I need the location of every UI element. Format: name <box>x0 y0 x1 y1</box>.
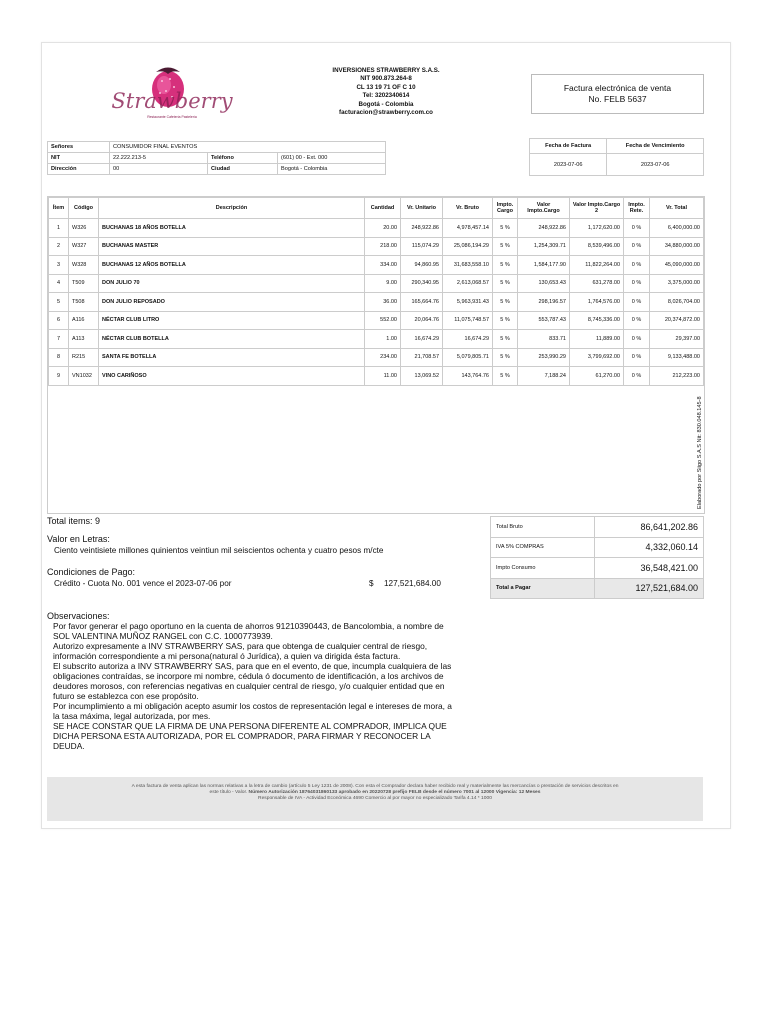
table-cell: 34,880,000.00 <box>650 237 704 256</box>
table-cell: 553,787.43 <box>518 311 570 330</box>
table-cell: 20.00 <box>365 219 401 238</box>
due-date: 2023-07-06 <box>607 154 704 176</box>
table-cell: W327 <box>69 237 99 256</box>
items-header-cell: Valor Impto.Cargo <box>518 198 570 219</box>
table-cell: 298,196.57 <box>518 293 570 312</box>
table-cell: 36.00 <box>365 293 401 312</box>
table-cell: 7,188.24 <box>518 367 570 386</box>
table-cell: 0 % <box>624 348 650 367</box>
valor-letras: Ciento veintisiete millones quinientos veintiun mil seiscientos ochenta y cuatro pesos m/cte <box>54 546 384 555</box>
table-cell: 0 % <box>624 219 650 238</box>
totals-table <box>490 516 704 599</box>
company-city: Bogotá - Colombia <box>358 100 414 108</box>
table-cell: 5 % <box>493 311 518 330</box>
iva-label: IVA 5% COMPRAS <box>491 537 595 558</box>
table-cell: 61,270.00 <box>570 367 624 386</box>
customer-table <box>47 141 386 175</box>
table-cell: DON JULIO 70 <box>99 274 365 293</box>
customer-city: Bogotá - Colombia <box>278 164 386 175</box>
table-cell: 552.00 <box>365 311 401 330</box>
customer-address: 00 <box>110 164 208 175</box>
footer-line-2b: Número Autorización 18764031860133 aprobado en 20220728 prefijo FELB desde el número 7001 al 12000 Vigencia: 12 Meses <box>248 790 541 795</box>
table-cell: 29,397.00 <box>650 330 704 349</box>
observaciones <box>47 611 487 751</box>
items-header-cell: Valor Impto.Cargo 2 <box>570 198 624 219</box>
table-cell: 8,745,336.00 <box>570 311 624 330</box>
table-cell: 4,978,457.14 <box>443 219 493 238</box>
items-box <box>47 196 705 514</box>
observaciones-line: información correspondiente a mi persona(natural ó Jurídica), a quien va dirigida ésta factura. <box>53 651 401 661</box>
invoice-page <box>41 42 731 829</box>
observaciones-line: Autorizo expresamente a INV STRAWBERRY SAS, para que obtenga de cualquier central de riesgo, <box>53 641 428 651</box>
table-cell: 5 % <box>493 348 518 367</box>
table-cell: 8,026,704.00 <box>650 293 704 312</box>
table-cell: 3,799,692.00 <box>570 348 624 367</box>
items-header-cell: Ítem <box>49 198 69 219</box>
observaciones-line: DEUDA. <box>53 741 85 751</box>
table-cell: 115,074.29 <box>401 237 443 256</box>
observaciones-line: El subscrito autoriza a INV STRAWBERRY SAS, para que en el evento, de que, incumpla cualquiera de las <box>53 661 452 671</box>
table-cell: 9.00 <box>365 274 401 293</box>
items-header-cell: Vr. Unitario <box>401 198 443 219</box>
table-cell: A113 <box>69 330 99 349</box>
footer-line-3: Responsable de IVA - Actividad Económica 4690 Comercio al por mayor no especializado Tarifa 4.14 * 1000 <box>258 796 492 801</box>
table-row <box>49 330 704 349</box>
table-cell: 5 % <box>493 219 518 238</box>
table-cell: 253,990.29 <box>518 348 570 367</box>
table-cell: W326 <box>69 219 99 238</box>
table-cell: DON JULIO REPOSADO <box>99 293 365 312</box>
table-cell: 165,664.76 <box>401 293 443 312</box>
table-row <box>49 256 704 275</box>
table-cell: 130,653.43 <box>518 274 570 293</box>
vendor-side-note <box>697 371 711 511</box>
table-cell: 5 <box>49 293 69 312</box>
table-cell: 13,069.52 <box>401 367 443 386</box>
table-cell: 212,223.00 <box>650 367 704 386</box>
items-body <box>49 219 704 386</box>
invoice-title: Factura electrónica de venta <box>563 83 672 93</box>
table-cell: 1,764,576.00 <box>570 293 624 312</box>
side-text: Elaborado por Siigo S.A.S Nit: 830.048.145-8 <box>697 396 703 509</box>
observaciones-line: DICHA PERSONA ESTA AUTORIZADA, POR EL COMPRADOR, PARA FIRMAR Y RECONOCER LA <box>53 731 431 741</box>
table-row <box>49 219 704 238</box>
observaciones-line: Por incumplimiento a mi obligación acepto asumir los costos de representación legal e intereses de mora, a <box>53 701 452 711</box>
table-cell: 234.00 <box>365 348 401 367</box>
customer-name: CONSUMIDOR FINAL EVENTOS <box>110 142 386 153</box>
legal-footer <box>47 777 703 821</box>
table-cell: T509 <box>69 274 99 293</box>
table-cell: 3,375,000.00 <box>650 274 704 293</box>
items-header-cell: Código <box>69 198 99 219</box>
table-cell: 8 <box>49 348 69 367</box>
table-cell: 631,278.00 <box>570 274 624 293</box>
condiciones-text: Crédito - Cuota No. 001 vence el 2023-07-06 por <box>54 579 232 588</box>
table-row <box>49 311 704 330</box>
table-cell: 20,064.76 <box>401 311 443 330</box>
table-cell: 94,860.95 <box>401 256 443 275</box>
table-cell: BUCHANAS 18 AÑOS BOTELLA <box>99 219 365 238</box>
footer-line-1: A esta factura de venta aplican las normas relativas a la letra de cambio (artículo 5 Ley 1231 de 2008). Con esta el Comprador declara haber recibido real y materialmente las mercancías o prestación de servicios descritos en <box>131 784 619 789</box>
company-phone: Tel: 3202340614 <box>362 92 410 100</box>
table-cell: 334.00 <box>365 256 401 275</box>
items-header-cell: Impto. Rete. <box>624 198 650 219</box>
total-pagar-value: 127,521,684.00 <box>595 578 704 599</box>
table-cell: 21,708.57 <box>401 348 443 367</box>
customer-nit: 22.222.213-5 <box>110 153 208 164</box>
observaciones-line: futuro se establezca con ese propósito. <box>53 691 199 701</box>
table-cell: 5,079,805.71 <box>443 348 493 367</box>
customer-label-senores: Señores <box>48 142 110 153</box>
table-cell: 290,340.95 <box>401 274 443 293</box>
table-cell: 16,674.29 <box>443 330 493 349</box>
table-cell: 11.00 <box>365 367 401 386</box>
table-cell: 1,172,620.00 <box>570 219 624 238</box>
company-info <box>282 67 490 117</box>
table-cell: 3 <box>49 256 69 275</box>
table-cell: 1.00 <box>365 330 401 349</box>
table-row <box>49 293 704 312</box>
iva-value: 4,332,060.14 <box>595 537 704 558</box>
observaciones-line: SOL VALENTINA MUÑOZ RANGEL con C.C. 1000773939. <box>53 631 273 641</box>
logo-wordmark: Strawberry <box>112 89 233 113</box>
observaciones-line: SE HACE CONSTAR QUE LA FIRMA DE UNA PERSONA DIFERENTE AL COMPRADOR, IMPLICA QUE <box>53 721 447 731</box>
table-cell: NÉCTAR CLUB BOTELLA <box>99 330 365 349</box>
items-header-cell: Descripción <box>99 198 365 219</box>
items-table <box>48 197 704 386</box>
customer-label-dir: Dirección <box>48 164 110 175</box>
table-cell: 4 <box>49 274 69 293</box>
table-cell: 248,922.86 <box>401 219 443 238</box>
observaciones-line: deudores morosos, con referencias negativas en cualquier central de riesgo, y/o cualquier entidad que en <box>53 681 445 691</box>
table-cell: 5 % <box>493 256 518 275</box>
strawberry-logo-icon <box>112 61 242 125</box>
observaciones-line: la tasa máxima, legal autorizada, por mes. <box>53 711 211 721</box>
table-cell: 1 <box>49 219 69 238</box>
table-cell: 2 <box>49 237 69 256</box>
invoice-title-box <box>531 74 704 114</box>
table-cell: 218.00 <box>365 237 401 256</box>
table-cell: 0 % <box>624 311 650 330</box>
total-bruto-value: 86,641,202.86 <box>595 517 704 538</box>
table-cell: 0 % <box>624 274 650 293</box>
items-header-cell: Cantidad <box>365 198 401 219</box>
table-cell: A116 <box>69 311 99 330</box>
table-cell: 45,090,000.00 <box>650 256 704 275</box>
table-cell: 6,400,000.00 <box>650 219 704 238</box>
table-cell: 31,683,558.10 <box>443 256 493 275</box>
table-cell: 1,584,177.90 <box>518 256 570 275</box>
table-cell: 8,539,496.00 <box>570 237 624 256</box>
footer-line-2a: este título - Valor. <box>209 790 248 795</box>
company-logo <box>112 61 242 125</box>
table-cell: 0 % <box>624 256 650 275</box>
items-header-cell: Vr. Bruto <box>443 198 493 219</box>
observaciones-text <box>47 621 487 751</box>
table-cell: 5,963,931.43 <box>443 293 493 312</box>
table-cell: 11,075,748.57 <box>443 311 493 330</box>
table-cell: 11,822,264.00 <box>570 256 624 275</box>
table-cell: 9 <box>49 367 69 386</box>
table-cell: 5 % <box>493 274 518 293</box>
company-email: facturacion@strawberry.com.co <box>339 109 433 117</box>
table-cell: 6 <box>49 311 69 330</box>
table-cell: W328 <box>69 256 99 275</box>
table-cell: 248,922.86 <box>518 219 570 238</box>
table-cell: 0 % <box>624 293 650 312</box>
invoice-number: No. FELB 5637 <box>588 94 647 104</box>
total-items: Total items: 9 <box>47 516 101 526</box>
table-cell: 5 % <box>493 367 518 386</box>
observaciones-line: obligaciones contraídas, se incorpore mi nombre, cédula ó documento de identificación, a los archivos de <box>53 671 444 681</box>
items-header-row <box>49 198 704 219</box>
customer-phone: (601) 00 - Ext. 000 <box>278 153 386 164</box>
currency-symbol: $ <box>369 579 374 588</box>
observaciones-line: Por favor generar el pago oportuno en la cuenta de ahorros 91210390443, de Bancolombia, a nombre de <box>53 621 444 631</box>
table-cell: 1,254,309.71 <box>518 237 570 256</box>
valor-letras-label: Valor en Letras: <box>47 534 110 544</box>
table-cell: 5 % <box>493 237 518 256</box>
invoice-date: 2023-07-06 <box>530 154 607 176</box>
logo-subtitle: Restaurante Cafetería Pastelería <box>147 115 197 119</box>
impto-consumo-label: Impto Consumo <box>491 558 595 579</box>
condiciones-amount: 127,521,684.00 <box>384 579 441 588</box>
table-cell: 16,674.29 <box>401 330 443 349</box>
dates-table <box>529 138 704 176</box>
table-cell: 11,889.00 <box>570 330 624 349</box>
table-row <box>49 348 704 367</box>
table-cell: T508 <box>69 293 99 312</box>
table-cell: 7 <box>49 330 69 349</box>
company-address: CL 13 19 71 OF C 10 <box>356 83 416 91</box>
due-date-header: Fecha de Vencimiento <box>607 139 704 154</box>
table-row <box>49 367 704 386</box>
table-cell: 5 % <box>493 330 518 349</box>
table-cell: 9,133,488.00 <box>650 348 704 367</box>
invoice-date-header: Fecha de Factura <box>530 139 607 154</box>
table-cell: 0 % <box>624 367 650 386</box>
total-pagar-label: Total a Pagar <box>491 578 595 599</box>
table-cell: NÉCTAR CLUB LITRO <box>99 311 365 330</box>
table-cell: 20,374,872.00 <box>650 311 704 330</box>
table-cell: R215 <box>69 348 99 367</box>
table-cell: VN1032 <box>69 367 99 386</box>
table-row <box>49 237 704 256</box>
customer-label-nit: NIT <box>48 153 110 164</box>
table-cell: BUCHANAS MASTER <box>99 237 365 256</box>
total-bruto-label: Total Bruto <box>491 517 595 538</box>
table-cell: 143,764.76 <box>443 367 493 386</box>
table-cell: 0 % <box>624 330 650 349</box>
table-cell: 2,613,068.57 <box>443 274 493 293</box>
table-row <box>49 274 704 293</box>
table-cell: VINO CARIÑOSO <box>99 367 365 386</box>
table-cell: BUCHANAS 12 AÑOS BOTELLA <box>99 256 365 275</box>
observaciones-label: Observaciones: <box>47 611 110 621</box>
table-cell: 5 % <box>493 293 518 312</box>
customer-label-tel: Teléfono <box>208 153 278 164</box>
customer-label-ciudad: Ciudad <box>208 164 278 175</box>
table-cell: SANTA FE BOTELLA <box>99 348 365 367</box>
impto-consumo-value: 36,548,421.00 <box>595 558 704 579</box>
table-cell: 25,086,194.29 <box>443 237 493 256</box>
table-cell: 833.71 <box>518 330 570 349</box>
items-header-cell: Vr. Total <box>650 198 704 219</box>
items-header-cell: Impto. Cargo <box>493 198 518 219</box>
company-name: INVERSIONES STRAWBERRY S.A.S. <box>332 67 440 74</box>
table-cell: 0 % <box>624 237 650 256</box>
condiciones-label: Condiciones de Pago: <box>47 567 136 577</box>
company-nit: NIT 900.873.264-8 <box>360 75 412 83</box>
